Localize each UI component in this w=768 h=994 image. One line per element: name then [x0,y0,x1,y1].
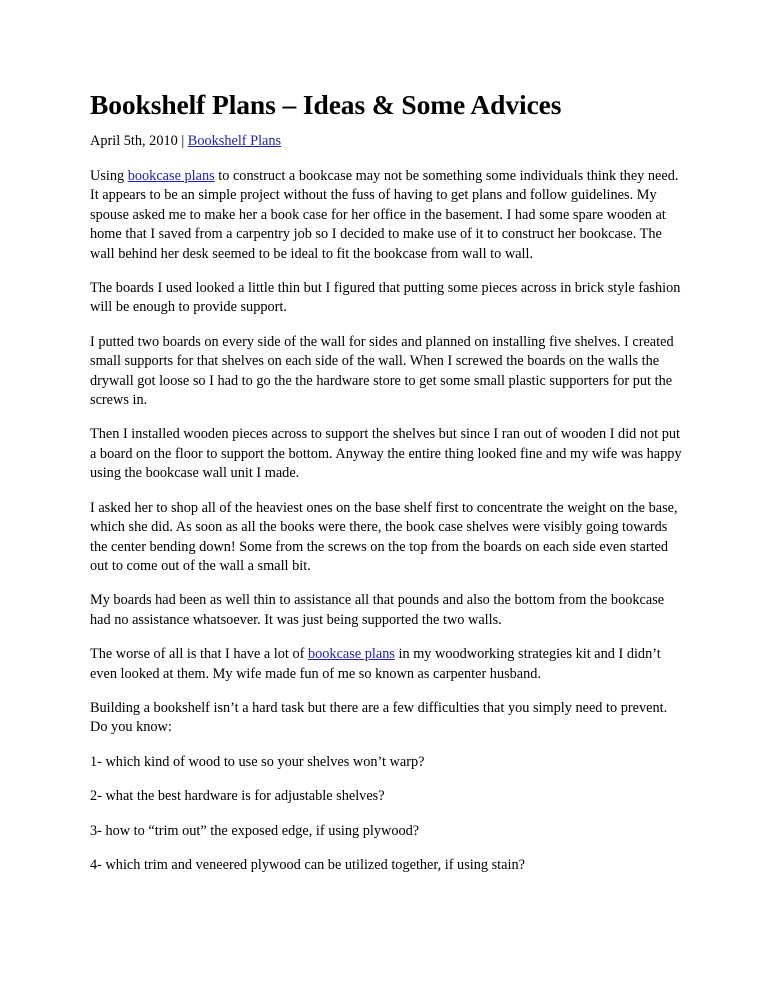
post-date: April 5th, 2010 [90,133,178,149]
paragraph-3: I putted two boards on every side of the wall for sides and planned on installing five shelves. I created small supports for that shelves on each side of the wall. When I screwed the boards on the walls the drywall got loose so I had to go the the hardware store to get some small plastic supporters for put the screws in. [90,333,674,409]
paragraph-7 [90,645,682,684]
question-2: 2- what the best hardware is for adjustable shelves? [90,788,385,805]
bookcase-plans-link-1[interactable]: bookcase plans [127,168,215,184]
paragraph-1 [90,167,682,264]
article-title: Bookshelf Plans – Ideas & Some Advices [90,89,562,120]
bookcase-plans-link-2[interactable]: bookcase plans [307,646,395,663]
question-4: 4- which trim and veneered plywood can be utilized together, if using stain? [90,856,525,873]
question-1: 1- which kind of wood to use so your shelves won’t warp? [90,753,425,770]
document-page [90,88,682,875]
meta-separator: | [177,133,188,149]
article-meta [90,132,682,151]
paragraph-7-start: The worse of all is that I have a lot of [90,646,308,663]
paragraph-8: Building a bookshelf isn’t a hard task but there are a few difficulties that you simply need to prevent. Do you know: [90,699,668,736]
paragraph-6: My boards had been as well thin to assistance all that pounds and also the bottom from the bookcase had no assistance whatsoever. It was just being supported the two walls. [90,592,665,628]
question-3: 3- how to “trim out” the exposed edge, if using plywood? [90,822,420,839]
paragraph-5: I asked her to shop all of the heaviest ones on the base shelf first to concentrate the weight on the base, which she did. As soon as all the books were there, the book case shelves were visibly going towards the center bending down! Some from the screws on the top from the boards on each side even started out to come out of the wall a small bit. [90,499,678,574]
paragraph-4: Then I installed wooden pieces across to support the shelves but since I ran out of wooden I did not put a board on the floor to support the bottom. Anyway the entire thing looked fine and my wife was happy using the bookcase wall unit I made. [90,426,682,482]
paragraph-7-end: in my woodworking strategies kit and I didn’t even looked at them. My wife made fun of me so known as carpenter husband. [90,646,661,682]
category-link[interactable]: Bookshelf Plans [187,133,282,149]
paragraph-1-start: Using [90,168,128,184]
paragraph-1-end: to construct a bookcase may not be something some individuals think they need. It appears to be an simple project without the fuss of having to get plans and follow guidelines. My spouse asked me to make her a book case for her office in the basement. I had some spare wooden at home that I saved from a carpentry job so I decided to make use of it to construct her bookcase. The wall behind her desk seemed to be ideal to fit the bookcase from wall to wall. [90,168,679,262]
paragraph-2: The boards I used looked a little thin but I figured that putting some pieces across in brick style fashion will be enough to provide support. [90,280,681,316]
